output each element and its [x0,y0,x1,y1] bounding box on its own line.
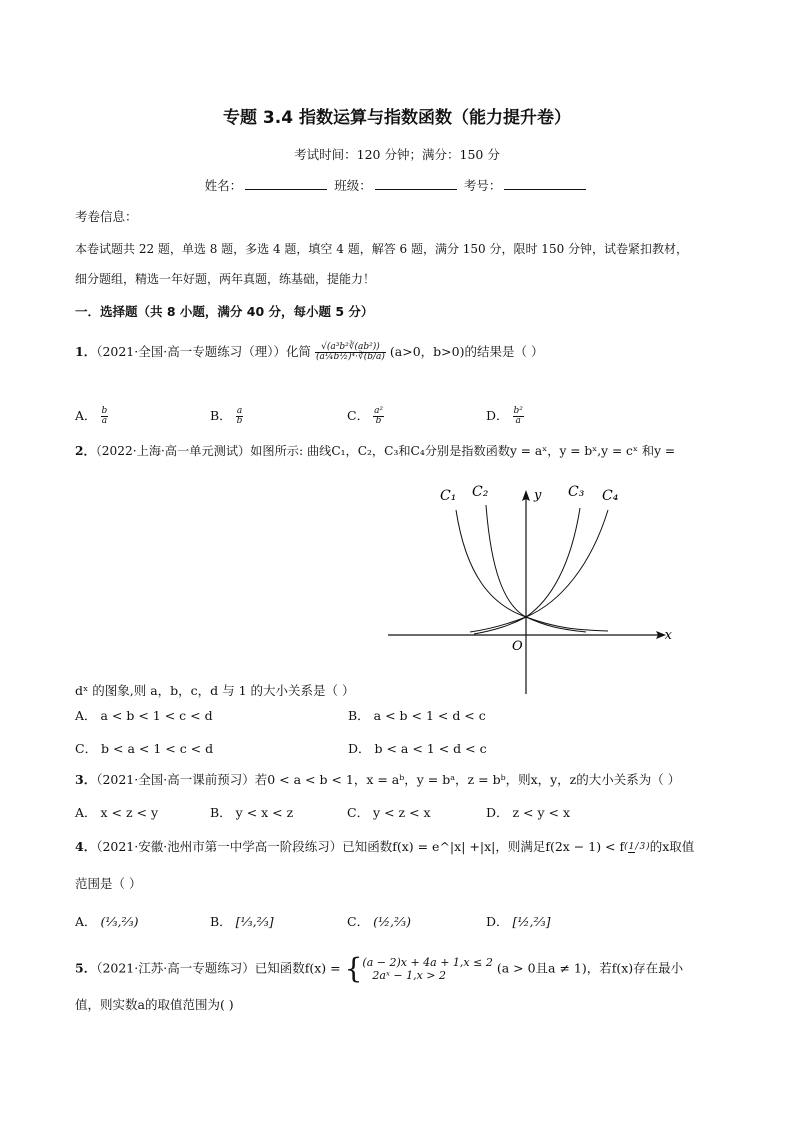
question-4 [75,838,694,856]
question-4-text-tail: 的x取值 [649,839,695,854]
class-label: 班级： [334,178,372,193]
notice-line-2: 细分题组，精选一年好题，两年真题，练基础，提能力！ [75,272,376,286]
question-2 [75,442,675,460]
q3-option-d[interactable]: D． z < y < x [486,805,571,820]
question-5-text: （2021·江苏·高一专题练习）已知函数f(x) = [96,960,341,976]
curve-c2 [486,505,586,632]
q2-option-a[interactable]: A． a < b < 1 < c < d [75,708,213,723]
label-c3: C₃ [568,484,585,500]
page-title: 专题 3.4 指数运算与指数函数（能力提升卷） [223,108,571,128]
q2-option-b[interactable]: B． a < b < 1 < d < c [348,708,486,723]
question-4-text: （2021·安徽·池州市第一中学高一阶段练习）已知函数f(x) = e^|x| +|x|，则满足f(2x − 1) < f [96,839,625,854]
question-1 [75,343,543,362]
question-2-line-2: dˣ 的图象,则 a，b，c，d 与 1 的大小关系是（ ） [75,683,355,698]
student-fields [0,176,794,194]
q4-option-a[interactable]: A． (⅓,⅔) [75,914,139,929]
question-4-fraction: (1/3) [624,841,650,852]
question-3 [75,771,680,789]
question-3-text: （2021·全国·高一课前预习）若0 < a < b < 1，x = aᵇ，y = bᵃ，z = bᵇ，则x，y，z的大小关系为（ ） [96,772,681,787]
q1-option-b[interactable]: B． $\frac{a}{b}$ [210,406,243,426]
q1-option-c[interactable]: C． $\frac{\text{a²}}{b}$ [347,406,384,426]
exponential-curves-graph [386,480,676,696]
label-y-axis: y [534,488,542,503]
notice-heading: 考卷信息： [75,209,138,224]
q1-option-d[interactable]: D． $\frac{\text{b²}}{a}$ [486,406,523,426]
number-label: 考号： [463,178,502,193]
question-2-line-1: （2022·上海·高一单元测试）如图所示: 曲线C₁，C₂，C₃和C₄分别是指数函数y = aˣ，y = bˣ,y = cˣ 和y = [95,444,676,458]
exam-time-info: 考试时间：120 分钟；满分：150 分 [294,147,500,162]
question-5-line-2: 值，则实数a的取值范围为( ) [75,997,234,1012]
q2-option-c[interactable]: C． b < a < 1 < c < d [75,741,214,756]
q1-option-a[interactable]: A． $\frac{b}{a}$ [75,406,108,426]
question-5-condition: (a > 0且a ≠ 1)，若f(x)存在最小 [496,960,684,976]
q2-option-d[interactable]: D． b < a < 1 < d < c [348,741,487,756]
q3-option-c[interactable]: C． y < z < x [347,805,431,820]
name-blank[interactable] [245,177,327,190]
q3-option-b[interactable]: B． y < x < z [210,805,294,820]
class-blank[interactable] [375,177,457,190]
label-c1: C₁ [440,488,457,504]
question-5 [75,952,684,985]
question-5-number: 5． [75,960,97,976]
q4-option-b[interactable]: B． [⅓,⅔] [210,914,274,929]
question-2-number: 2． [75,444,96,458]
question-4-number: 4． [75,839,97,854]
question-1-expression: $\frac{\text{√(a³b²∛(ab²))}}{\text{(a¼b½)⁴·∛(b/a)}}$ [315,342,385,362]
q4-option-c[interactable]: C． (½,⅔) [347,914,412,929]
curve-c4 [470,510,608,632]
question-5-piecewise: (a − 2)x + 4a + 1,x ≤ 2 2aˣ − 1,x > 2 [362,956,493,982]
label-c2: C₂ [472,484,489,500]
curve-c3 [474,508,580,634]
question-1-number: 1． [75,344,97,359]
number-blank[interactable] [504,177,586,190]
section-1-heading: 一．选择题（共 8 小题，满分 40 分，每小题 5 分） [75,304,374,319]
notice-line-1: 本卷试题共 22 题，单选 8 题，多选 4 题，填空 4 题，解答 6 题，满分 150 分，限时 150 分钟，试卷紧扣教材， [75,242,689,256]
question-1-source: （2021·全国·高一专题练习（理））化简 [96,344,311,359]
question-1-condition: (a>0，b>0)的结果是（ ） [389,344,544,359]
question-3-number: 3． [75,772,97,787]
q4-option-d[interactable]: D． [½,⅔] [486,914,551,929]
piecewise-brace-icon: { [344,952,363,985]
label-x-axis: x [664,628,672,643]
question-4-line-2: 范围是（ ） [75,876,142,891]
label-c4: C₄ [602,488,619,504]
label-origin: O [512,639,523,654]
q3-option-a[interactable]: A． x < z < y [75,805,159,820]
name-label: 姓名： [204,178,243,193]
